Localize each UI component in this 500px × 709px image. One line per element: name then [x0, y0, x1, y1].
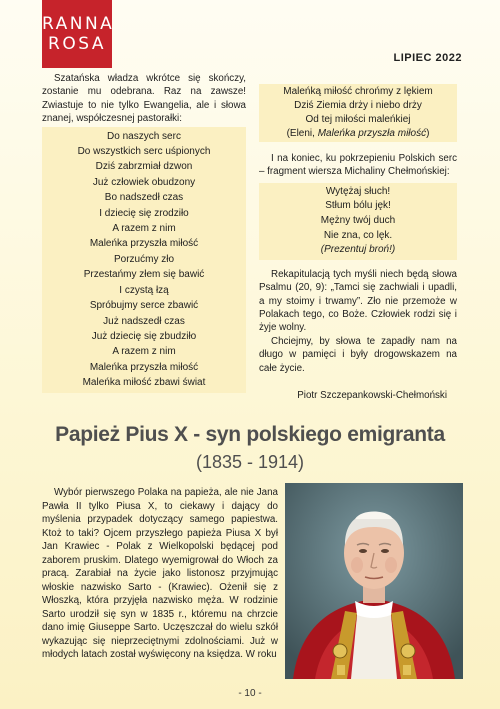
poem-line: Bo nadszedł czas [104, 192, 184, 204]
poem-line: Już dziecię się zbudziło [91, 330, 197, 342]
poem-line: Dziś zabrzmiał dzwon [95, 161, 193, 173]
poem-line: Do wszystkich serc uśpionych [77, 146, 211, 158]
logo-line-2: ROSA [48, 34, 106, 54]
poem-line: Maleńka przyszła miłość [89, 238, 199, 250]
article-years: (1835 - 1914) [195, 452, 305, 472]
attr-suffix: ) [426, 128, 430, 139]
article-title: Papież Pius X - syn polskiego emigranta [55, 423, 445, 446]
pastoral-poem [42, 127, 246, 393]
poem-line: Już człowiek obudzony [92, 176, 196, 188]
poem-line: Od tej miłości maleńkiej [305, 114, 411, 125]
fragment-intro-paragraph: I na koniec, ku pokrzepieniu Polskich serc – fragment wiersza Michaliny Chełmońskiej: [259, 153, 457, 178]
poem-line: Już nadszedł czas [103, 315, 185, 327]
closing-paragraph: Chciejmy, by słowa te zapadły nam na długo w pamięci i były drogowskazem na całe życie. [259, 335, 457, 374]
poem-line: Porzućmy zło [113, 253, 174, 265]
poem-line: Stłum bólu jęk! [325, 200, 391, 212]
pope-portrait-image [285, 483, 463, 679]
chelmonska-poem [259, 183, 457, 260]
intro-paragraph: Szatańska władza wkrótce się skończy, zostanie mu odebrana. Raz na zawsze! Zwiastuje to nie tylko Ewangelia, ale i słowa znanej, współczesnej pastorałki: [42, 73, 246, 125]
poem-continuation [259, 84, 457, 142]
right-column [259, 84, 457, 402]
poem-line: Maleńką miłość chrońmy z lękiem [283, 86, 433, 97]
article-body: Wybór pierwszego Polaka na papieża, ale nie Jana Pawła II tylko Piusa X, to ciekawy i dający do myślenia przypadek dotyczący samego papiestwa. Ktoż to taki? Ojcem przyszłego papieża Piusa X był Jan Krawiec - Polak z Wielkopolski będącej pod zaborem pruskim. Dlatego wyemigrował do Włoch za pracą. Zarabiał na życie jako listonosz przyjmując włoskie nazwisko Sarto - (Krawiec). Ożenił się z Włoszką, która przyjęła nazwisko męża. W rodzinie Sarto urodził się syn w 1835 r., któremu na chrzcie dano imię Giuseppe Sarto. Uczęszczał do wielu szkół wykazując się nieprzeciętnymi zdolnościami. Już w młodych latach został wyświęcony na księdza. W roku [42, 487, 278, 660]
poem-line: Maleńka przyszła miłość [89, 361, 199, 373]
magazine-logo [42, 0, 115, 68]
logo-line-1: RANNA [42, 14, 115, 34]
poem-line: Do naszych serc [107, 130, 181, 142]
attr-prefix: (Eleni, [286, 128, 318, 139]
poem-line: I dziecię się zrodziło [99, 207, 189, 219]
page-number: - 10 - [238, 688, 262, 699]
poem-line: Maleńka miłość zbawi świat [82, 377, 206, 389]
left-column [42, 72, 246, 393]
poem-attribution [259, 127, 457, 141]
poem-line: Mężny twój duch [320, 215, 396, 226]
issue-date: LIPIEC 2022 [393, 52, 462, 64]
attr-title: Maleńka przyszła miłość [317, 128, 427, 139]
poem-line: Nie zna, co lęk. [323, 229, 393, 241]
poem-line: Dziś Ziemia drży i niebo drży [294, 100, 422, 111]
poem-line: Wytężaj słuch! [325, 185, 391, 197]
poem-line: A razem z nim [112, 346, 176, 358]
portrait-illustration [285, 483, 463, 679]
author-signature: Piotr Szczepankowski-Chełmoński [297, 390, 447, 402]
poem-line: I czystą łzą [119, 284, 169, 296]
poem-attribution: (Prezentuj broń!) [320, 244, 396, 256]
poem-line: Przestańmy złem się bawić [83, 269, 205, 281]
poem-line: Spróbujmy serce zbawić [89, 300, 199, 312]
poem-line: A razem z nim [112, 223, 176, 235]
psalm-paragraph: Rekapitulacją tych myśli niech będą słowa Psalmu (20, 9): „Tamci się zachwiali i upadli, a my stoimy i trwamy”. Zło nie przemoże w Polakach tego, co Boże. Człowiek rodzi się i żyje wolny. [259, 268, 457, 334]
